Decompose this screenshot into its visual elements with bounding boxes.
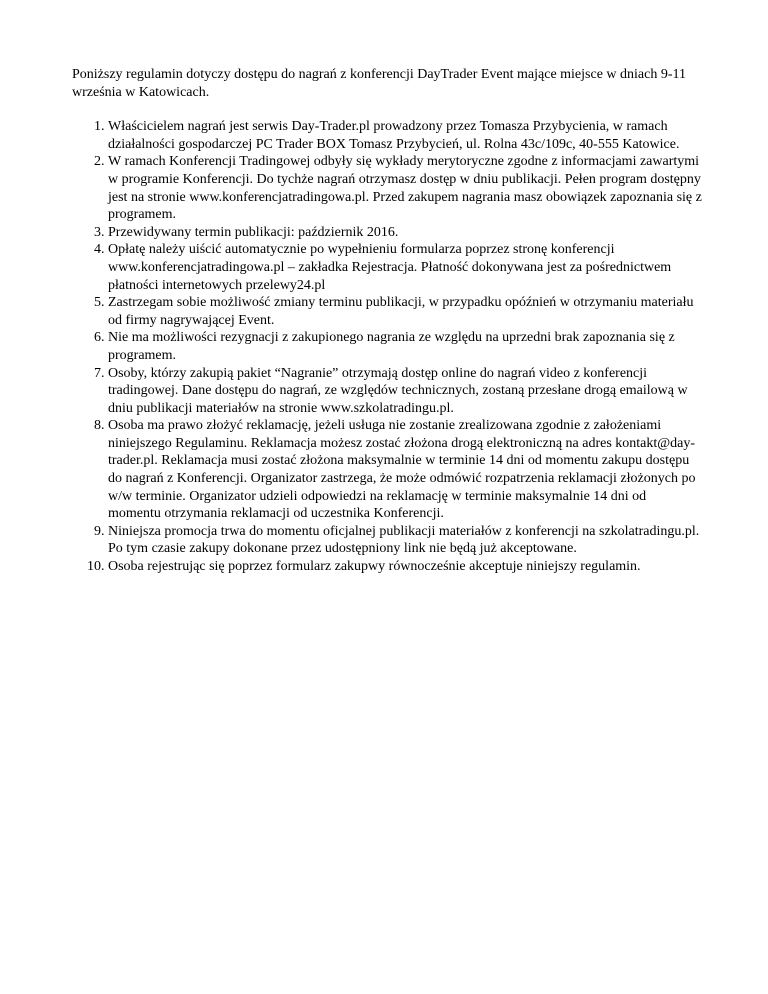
document-page bbox=[72, 66, 702, 576]
rule-item-2: 2. W ramach Konferencji Tradingowej odbyły się wykłady merytoryczne zgodne z informacjami zawartymi w programie Konferencji. Do tychże nagrań otrzymasz dostęp w dniu publikacji. Pełen program dostępny jest na stronie www.konferencjatradingowa.pl. Przed zakupem nagrania masz obowiązek zapoznania się z programem. bbox=[108, 153, 702, 223]
rule-item-4: 4. Opłatę należy uiścić automatycznie po wypełnieniu formularza poprzez stronę konferencji www.konferencjatradingowa.pl – zakładka Rejestracja. Płatność dokonywana jest za pośrednictwem płatności internetowych przelewy24.pl bbox=[108, 241, 702, 294]
rule-item-3: 3. Przewidywany termin publikacji: październik 2016. bbox=[108, 224, 702, 242]
rule-item-7: 7. Osoby, którzy zakupią pakiet “Nagranie” otrzymają dostęp online do nagrań video z konferencji tradingowej. Dane dostępu do nagrań, ze względów technicznych, zostaną przesłane drogą emailową w dniu publikacji materiałów na stronie www.szkolatradingu.pl. bbox=[108, 365, 702, 418]
rule-item-8: 8. Osoba ma prawo złożyć reklamację, jeżeli usługa nie zostanie zrealizowana zgodnie z założeniami niniejszego Regulaminu. Reklamacja możesz zostać złożona drogą elektroniczną na adres kontakt@day-trader.pl. Reklamacja musi zostać złożona maksymalnie w terminie 14 dni od momentu zakupu dostępu do nagrań z Konferencji. Organizator zastrzega, że może odmówić rozpatrzenia reklamacji złożonych po w/w terminie. Organizator udzieli odpowiedzi na reklamację w terminie maksymalnie 14 dni od momentu otrzymania reklamacji od uczestnika Konferencji. bbox=[108, 417, 702, 523]
rule-item-9: 9. Niniejsza promocja trwa do momentu oficjalnej publikacji materiałów z konferencji na szkolatradingu.pl. Po tym czasie zakupy dokonane przez udostępniony link nie będą już akceptowane. bbox=[108, 523, 702, 558]
rule-item-10: 10. Osoba rejestrując się poprzez formularz zakupwy równocześnie akceptuje niniejszy regulamin. bbox=[108, 558, 702, 576]
rules-list bbox=[72, 118, 702, 575]
intro-paragraph: Poniższy regulamin dotyczy dostępu do nagrań z konferencji DayTrader Event mające miejsce w dniach 9-11 września w Katowicach. bbox=[72, 67, 686, 100]
rule-item-1: 1. Właścicielem nagrań jest serwis Day-Trader.pl prowadzony przez Tomasza Przybycienia, w ramach działalności gospodarczej PC Trader BOX Tomasz Przybycień, ul. Rolna 43c/109c, 40-555 Katowice. bbox=[108, 118, 702, 153]
rule-item-5: 5. Zastrzegam sobie możliwość zmiany terminu publikacji, w przypadku opóźnień w otrzymaniu materiału od firmy nagrywającej Event. bbox=[108, 294, 702, 329]
rule-item-6: 6. Nie ma możliwości rezygnacji z zakupionego nagrania ze względu na uprzedni brak zapoznania się z programem. bbox=[108, 329, 702, 364]
